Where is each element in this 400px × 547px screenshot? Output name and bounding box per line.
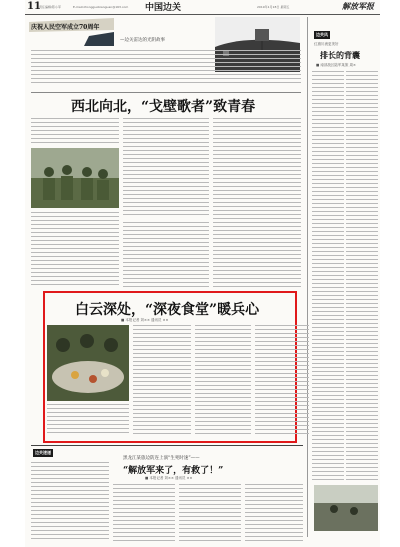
soldiers-scene	[31, 148, 119, 208]
sidebar-photo	[314, 485, 378, 531]
canteen-scene	[47, 325, 129, 401]
lead-text-col-1-bottom	[31, 212, 119, 287]
sidebar-caption: 红旗川流更美好	[314, 42, 339, 46]
lead-text-col-1-top	[31, 118, 119, 146]
soldiers-photo	[31, 148, 119, 208]
sidebar-text-col-1	[312, 71, 344, 481]
newspaper-logo: 解放军报	[342, 1, 374, 11]
editor-note: 责任编辑/陈小军	[39, 5, 62, 9]
sidebar-text-col-2	[346, 71, 378, 481]
page-header	[25, 0, 380, 15]
sidebar-tag: 边关风	[316, 32, 328, 37]
bottom-byline: ■ 本报记者 刘×× 通讯员 ××	[145, 476, 193, 480]
bottom-headline: “解放军来了，有救了！”	[123, 466, 224, 476]
intro-text-column	[31, 50, 301, 86]
sidebar-byline: ■ 南部战区陆军某旅 周×	[316, 63, 356, 67]
bottom-text-col-4	[245, 484, 303, 542]
banner-kicker: 庆祝人民空军成立70周年	[31, 24, 100, 31]
right-sidebar	[307, 17, 381, 537]
issue-date: 2019年1月18日 星期五	[257, 5, 290, 9]
featured-byline: ■ 本报记者 刘×× 通讯员 ××	[121, 318, 169, 322]
sidebar-photo-scene	[314, 485, 378, 531]
canteen-photo	[47, 325, 129, 401]
bottom-tag: 边关速递	[35, 450, 51, 455]
newspaper-page	[25, 0, 380, 547]
lead-text-col-2	[123, 118, 209, 218]
lead-headline: 西北向北，“戈壁歌者”致青春	[71, 99, 256, 115]
featured-headline: 白云深处，“深夜食堂”暖兵心	[75, 302, 260, 318]
rule-line	[31, 92, 301, 93]
anniversary-banner	[29, 18, 114, 46]
bottom-text-col-2	[113, 484, 175, 542]
section-title: 中国边关	[145, 3, 182, 13]
sidebar-headline: 排长的背囊	[320, 50, 360, 60]
page-number: 11	[27, 1, 41, 12]
bottom-kicker: 黑龙江某旅边防连上演“生死时速”——	[123, 456, 200, 461]
email-address: E-mail:zhongguobianguan@163.com	[73, 5, 129, 9]
featured-text-col-1	[47, 404, 129, 436]
featured-text-col-3	[195, 325, 251, 436]
bottom-text-col-3	[179, 484, 241, 542]
featured-text-col-4	[255, 325, 309, 436]
banner-subtitle: —边关雷达的光阴故事	[120, 38, 165, 43]
featured-text-col-2	[133, 325, 191, 436]
lead-text-col-2-bottom	[123, 222, 209, 287]
bottom-text-col-1	[31, 462, 109, 542]
lead-text-col-3	[213, 118, 301, 288]
bottom-rule	[31, 445, 303, 446]
